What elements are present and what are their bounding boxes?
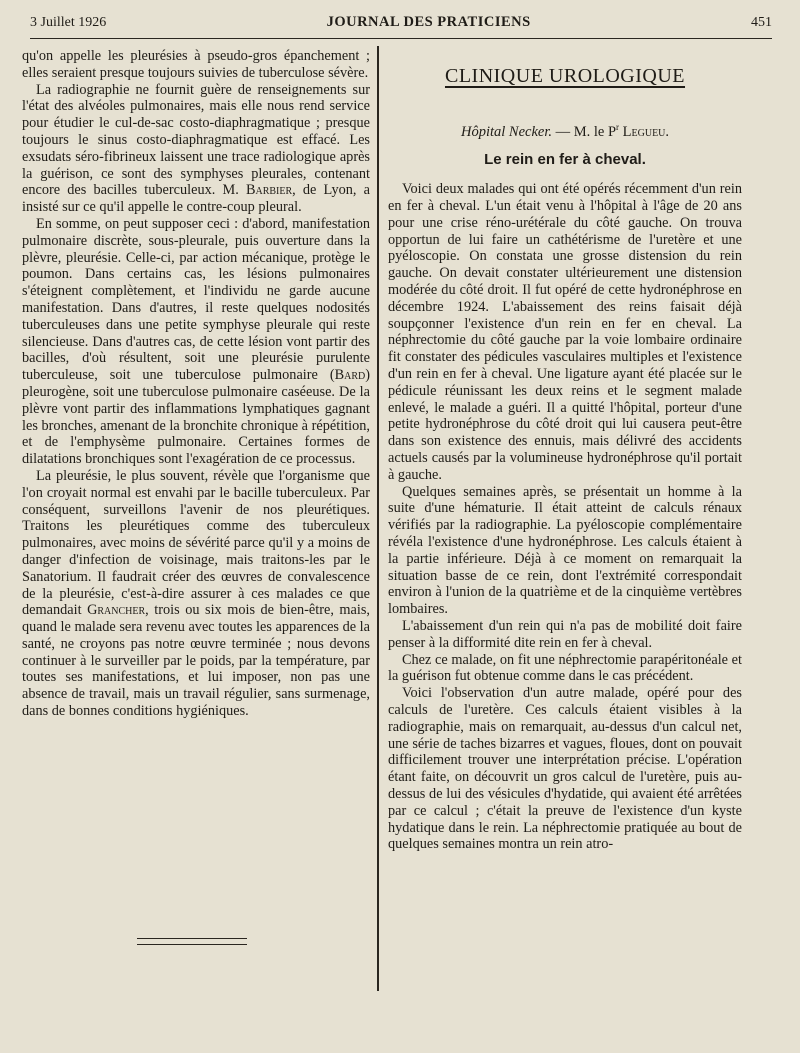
column-divider <box>377 46 379 991</box>
left-column <box>22 48 370 720</box>
issue-date: 3 Juillet 1926 <box>30 15 107 30</box>
paragraph: Quelques semaines après, se présentait un homme à la suite d'une hématurie. Il était atteint de calculs rénaux vérifiés par la radiographie. La pyéloscopie complémentaire révéla l'existence d'une hydronéphrose. Les calculs étaient à la partie inférieure. Déjà à ce moment on remarquait la situation basse de ce rein, dont l'extrémité correspondait environ à l'union de la quatrième et de la cinquième vertèbres lombaires. <box>388 483 742 618</box>
right-column <box>388 48 742 853</box>
journal-title: JOURNAL DES PRATICIENS <box>326 14 531 30</box>
article-subtitle: Le rein en fer à cheval. <box>484 151 646 169</box>
section-title: CLINIQUE UROLOGIQUE <box>444 65 686 87</box>
paragraph: qu'on appelle les pleurésies à pseudo-gros épanchement ; elles seraient presque toujours suivies de tuberculose sévère. <box>22 48 370 81</box>
paragraph: La pleurésie, le plus souvent, révèle que l'organisme que l'on croyait normal est envahi par le bacille tuberculeux. Par conséquent, surveillons l'avenir de nos pleurétiques. Traitons les pleurétiques comme des tuberculeux pulmonaires, avec moins de sévérité parce qu'il y a moins de danger d'infection de voisinage, mais traitons-les par le Sanatorium. Il faudrait créer des œuvres de convalescence de la pleurésie, c'est-à-dire assurer à ces malades ce que demandait Grancher, trois ou six mois de bien-être, mais, quand le malade sera revenu avec toutes les apparences de la santé, ne croyons pas notre œuvre terminée ; nous devons continuer à le surveiller par le poids, par la température, par toutes ses manifestations, et lui imposer, non pas une absence de travail, mais un travail régulier, sans surmenage, dans de bonnes conditions hygiéniques. <box>22 467 370 720</box>
paragraph: Voici l'observation d'un autre malade, opéré pour des calculs de l'uretère. Ces calculs étaient visibles à la radiographie, mais on remarquait, au-dessus d'un calcul net, une série de taches bizarres et vagues, floues, dont on pouvait difficilement trouver une interprétation précise. L'opération étant faite, on découvrit un gros calcul de l'uretère, puis au-dessus de lui des vésicules d'hydatide, qui avaient été arrêtées par ce calcul ; c'était la preuve de l'existence d'un kyste hydatique dans le rein. La néphrectomie pratiquée au bout de quelques semaines montra un rein atro- <box>388 685 742 853</box>
paragraph: Chez ce malade, on fit une néphrectomie parapéritonéale et la guérison fut obtenue comme dans le cas précédent. <box>388 651 742 685</box>
paragraph: Voici deux malades qui ont été opérés récemment d'un rein en fer à cheval. L'un était venu à l'hôpital à l'âge de 20 ans pour une crise réno-urétérale du côté gauche. On trouva opportun de lui faire un cathétérisme de l'uretère et une pyéloscopie. On constata une grosse distension du rein gauche. On devait constater ultérieurement une distension modérée du côté droit. Il fut opéré de cette hydronéphrose en décembre 1924. L'abaissement des reins faisait déjà soupçonner l'existence d'un rein en fer en cheval. La néphrectomie du côté gauche par la voie lombaire ordinaire fit constater des pédicules vasculaires multiples et l'existence d'un rein en fer à cheval. Une ligature ayant été placée sur le pédicule réunissant les deux reins et le segment malade enlevé, le malade a guéri. Il a quitté l'hôpital, porteur d'une petite hydronéphrose du côté droit qui lui causera peut-être dans son existence des ennuis, mais délivré des accidents actuels causés par la volumineuse hydronéphrose qu'il portait à gauche. <box>388 181 742 483</box>
end-of-article-rule <box>137 938 247 945</box>
author-name: Barbier <box>245 182 293 199</box>
author-name: Grancher <box>87 602 146 619</box>
hospital-line: Hôpital Necker. — M. le $P^r$ Legueu. <box>460 121 670 140</box>
author-name: Bard <box>334 367 366 384</box>
page-header <box>30 14 772 39</box>
page-number: 451 <box>751 15 772 30</box>
paragraph: La radiographie ne fournit guère de renseignements sur l'état des alvéoles pulmonaires, mais elle nous rend service pour étudier le cul-de-sac costo-diaphragmatique ; presque toujours le sinus costo-diaphragmatique est effacé. Les exsudats séro-fibrineux laissent une trace radiologique après la guérison, ce sont des symphyses pleurales, contenant encore des bacilles tuberculeux. M. Barbier, de Lyon, a insisté sur ce qu'il appelle le contre-coup pleural. <box>22 81 370 216</box>
paragraph: L'abaissement d'un rein qui n'a pas de mobilité doit faire penser à la difformité dite rein en fer à cheval. <box>388 617 742 651</box>
paragraph: En somme, on peut supposer ceci : d'abord, manifestation pulmonaire discrète, sous-pleurale, puis ouverture dans la plèvre, pleurésie. Celle-ci, par action mécanique, protège le poumon. Dans certains cas, les lésions pulmonaires s'éteignent complètement, et l'individu ne garde aucune manifestation. Dans d'autres, il reste quelques nodosités tuberculeuses dans une petite symphyse pleurale qui reste silencieuse. Dans d'autres cas, de cette lésion vont partir des bacilles, d'où résultent, soit une pleurésie purulente tuberculeuse, soit une tuberculose pulmonaire (Bard) pleurogène, soit une tuberculose pulmonaire caséeuse. De la plèvre vont partir des inflammations lymphatiques gagnant les bronches, amenant de la bronchite chronique à répétition, et de l'emphysème pulmonaire. Certaines formes de dilatations bronchiques sont l'exagération de ce processus. <box>22 215 370 468</box>
